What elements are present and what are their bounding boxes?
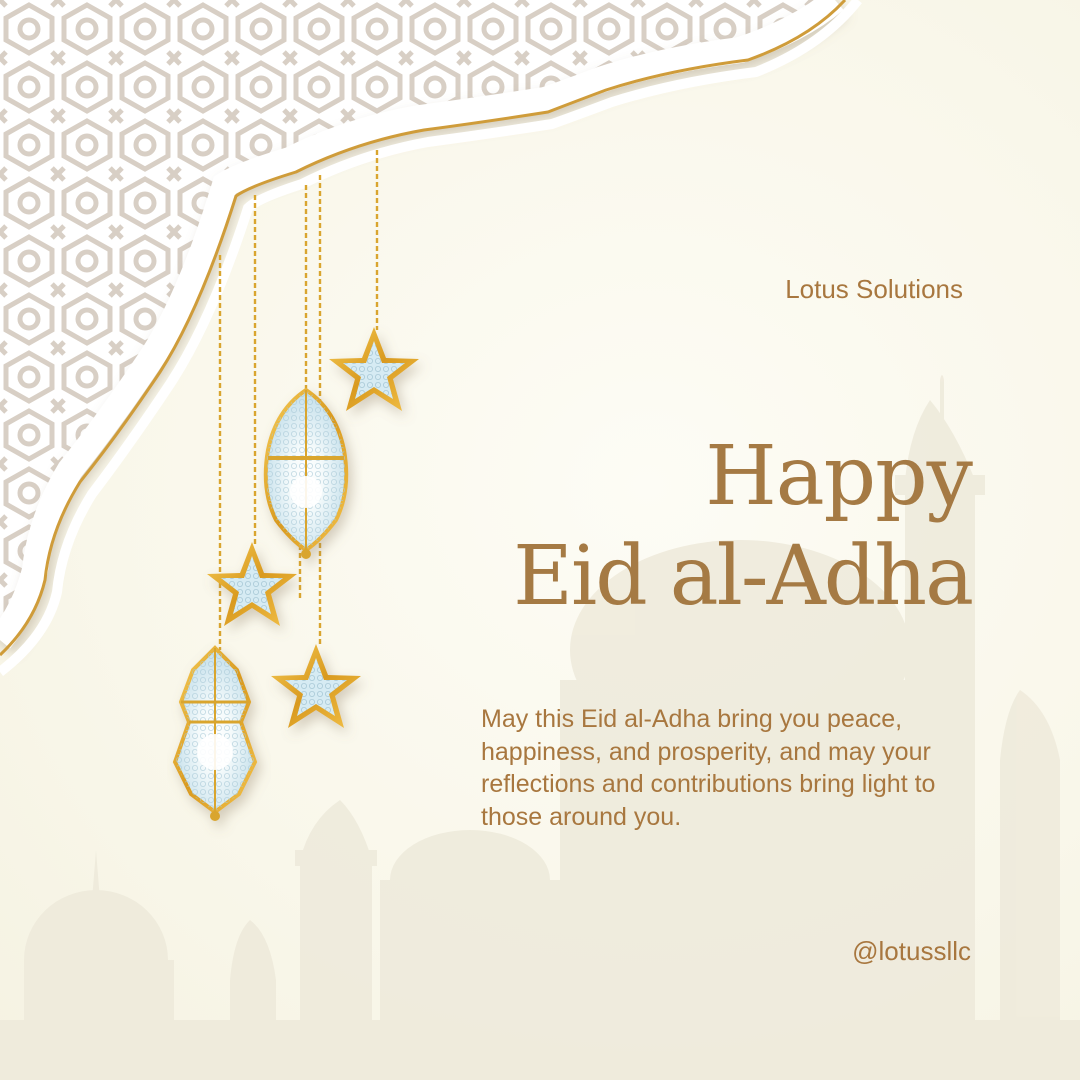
greeting-message: May this Eid al-Adha bring you peace, happiness, and prosperity, and may your reflections and contributions bring light to those around you. (481, 705, 936, 831)
greeting-title-line2: Eid al-Adha (513, 529, 972, 624)
hanging-lantern-icon (266, 390, 346, 559)
hanging-star-icon (329, 327, 419, 411)
hanging-star-icon (271, 644, 361, 728)
company-name: Lotus Solutions (785, 274, 963, 304)
social-handle: @lotussllc (852, 936, 971, 966)
greeting-title-line1: Happy (705, 429, 972, 524)
greeting-title (513, 429, 972, 624)
hanging-lantern-icon (175, 648, 255, 821)
